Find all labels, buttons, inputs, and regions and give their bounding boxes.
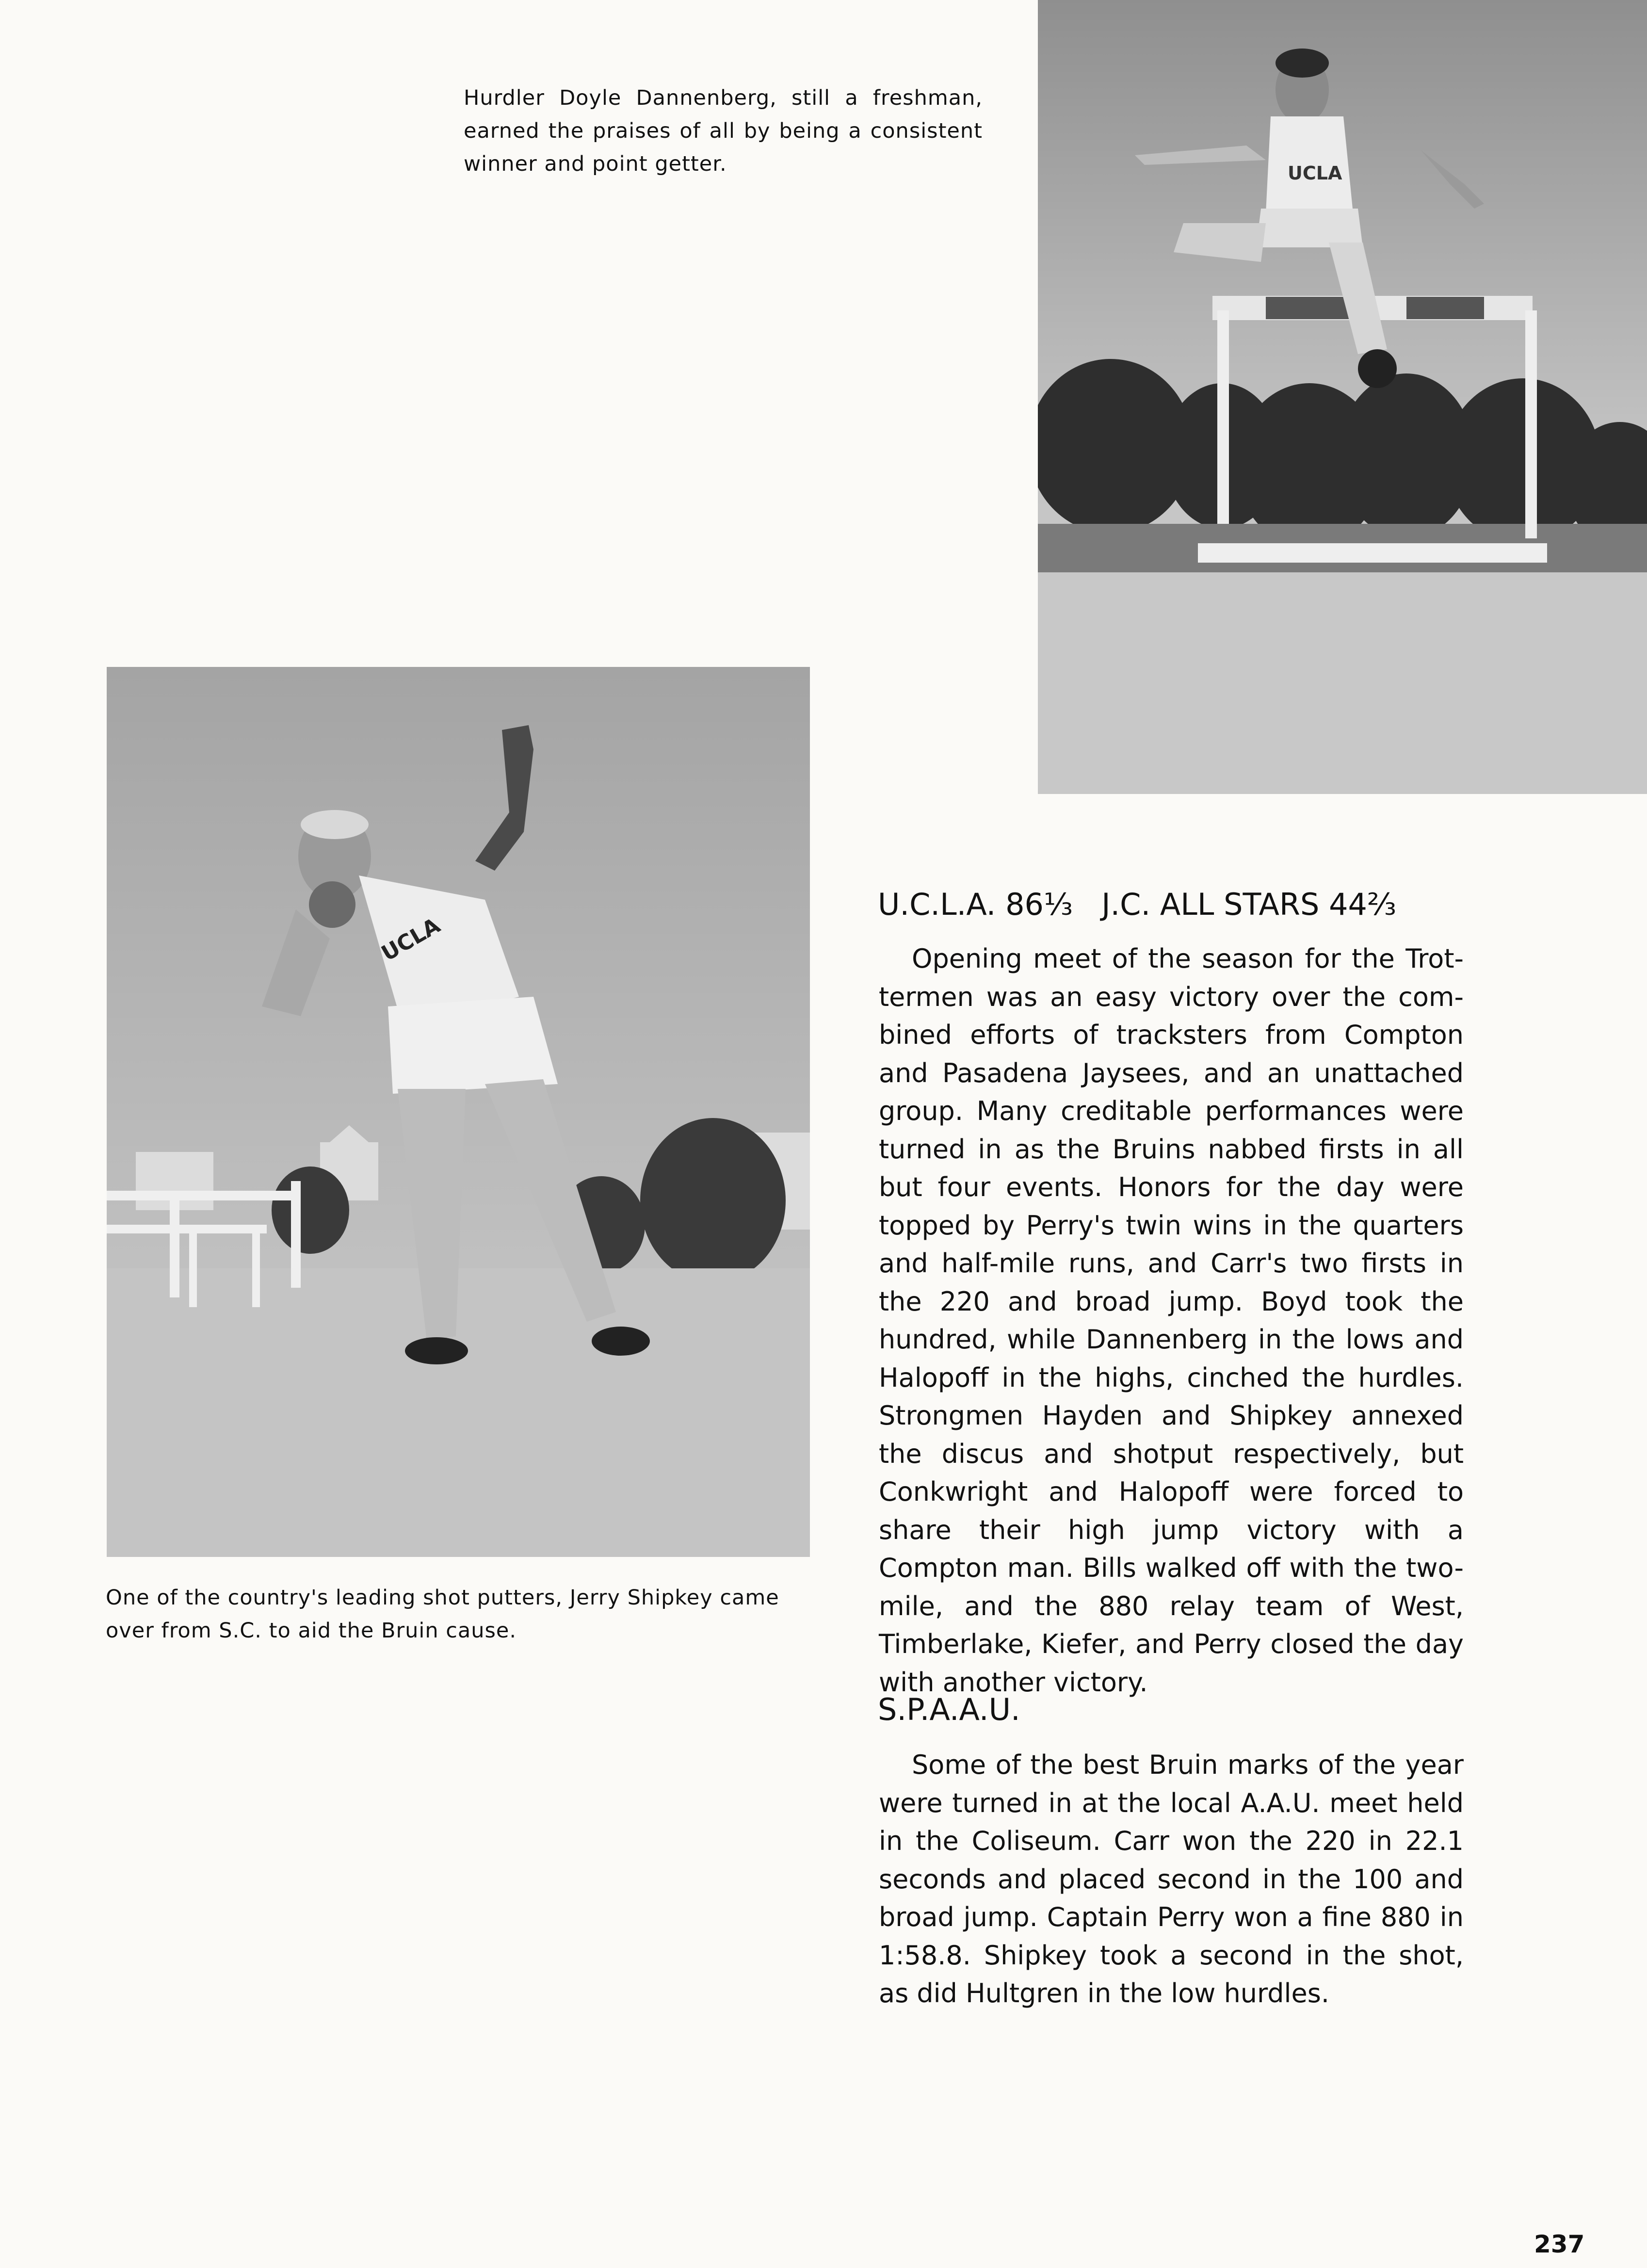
shot-put-ball [309, 881, 355, 928]
hurdler-photo [1038, 0, 1647, 794]
shot-putter-photo [107, 667, 810, 1557]
ucla-score-fraction: ⅓ [1043, 887, 1073, 922]
meet-heading-ucla-vs-jc-all-stars [878, 885, 1396, 924]
hurdler-photo-caption: Hurdler Doyle Dannenberg, still a freshman, earned the praises of all by being a consistent winner and point getter. [464, 86, 983, 176]
page-number: 237 [1534, 2230, 1585, 2258]
jersey-lettering: UCLA [377, 913, 445, 966]
meet-report-spaau [879, 1746, 1464, 2013]
field [107, 1268, 810, 1557]
meet-report-paragraph: Opening meet of the season for the Trottermen was an easy victory over the combined efforts of tracksters from Compton and Pasadena Jaysees, and an unattached group. Many creditable performances were turned in as the Bruins nabbed firsts in all but four events. Honors for the day were topped by Perry's twin wins in the quarters and half-mile runs, and Carr's two firsts in the 220 and broad jump. Boyd took the hundred, while Dannenberg in the lows and Halopoff in the highs, cinched the hurdles. Strongmen Hayden and Shipkey annexed the discus and shotput respectively, but Conkwright and Halopoff were forced to share their high jump victory with a Compton man. Bills walked off with the two-mile, and the 880 relay team of West, Timberlake, Kiefer, and Perry closed the day with another victory. [879, 943, 1464, 1698]
shot-putter-photo-caption: One of the country's leading shot putters, Jerry Shipkey came over from S.C. to aid the Bruin cause. [106, 1586, 779, 1643]
ucla-score-label: U.C.L.A. 86 [878, 887, 1044, 922]
meet-report-ucla-vs-jc-all-stars [879, 940, 1464, 1701]
jersey-lettering: UCLA [1288, 162, 1342, 184]
jc-all-stars-score-label: J.C. ALL STARS 44 [1101, 887, 1367, 922]
hurdler-photo-illustration [1038, 0, 1647, 794]
field [1038, 572, 1647, 794]
meet-report-paragraph: Some of the best Bruin marks of the year were turned in at the local A.A.U. meet held in the Coliseum. Carr won the 220 in 22.1 seconds and placed second in the 100 and broad jump. Captain Perry won a fine 880 in 1:58.8. Shipkey took a second in the shot, as did Hultgren in the low hurdles. [879, 1750, 1464, 2009]
shot-putter-photo-illustration [107, 667, 810, 1557]
meet-heading-spaau: S.P.A.A.U. [878, 1692, 1020, 1727]
jc-all-stars-score-fraction: ⅔ [1367, 887, 1397, 922]
